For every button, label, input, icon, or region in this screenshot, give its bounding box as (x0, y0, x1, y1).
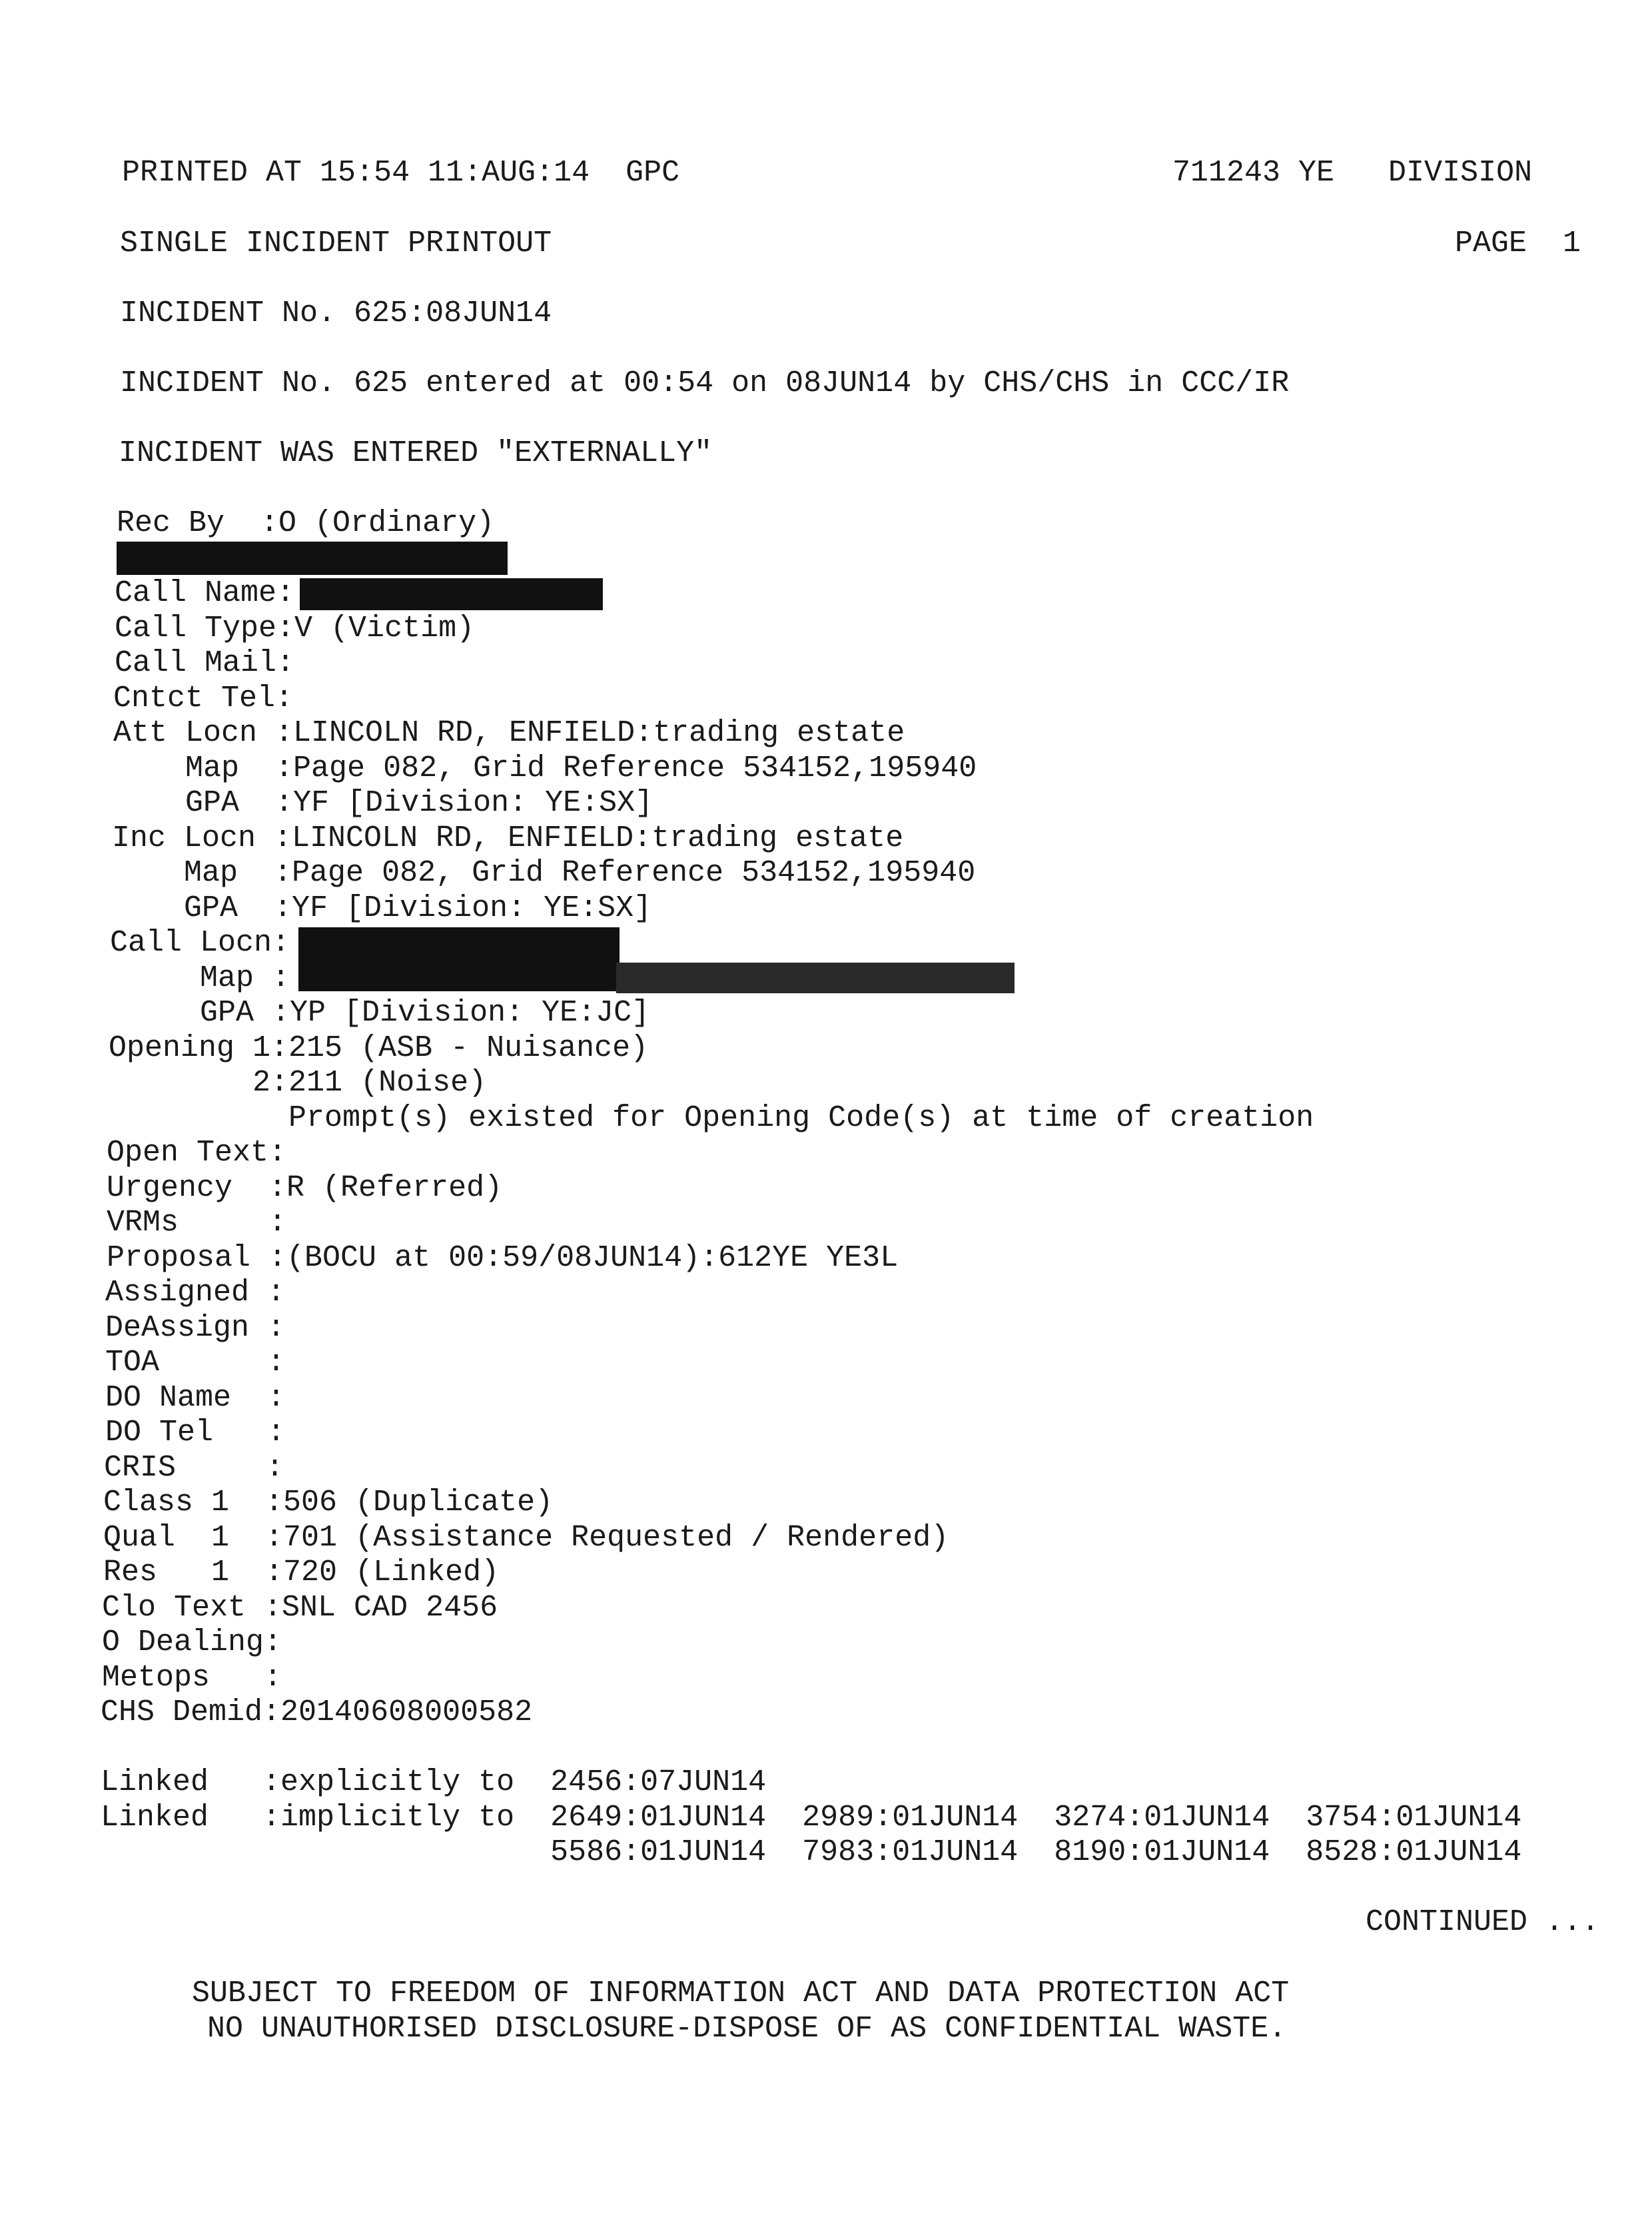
do-tel-field: DO Tel : (105, 1416, 286, 1450)
metops-field: Metops : (102, 1661, 282, 1695)
qual-1-field: Qual 1 :701 (Assistance Requested / Rendered) (103, 1521, 949, 1555)
other-dealing-field: O Dealing: (102, 1625, 282, 1659)
deassign-field: DeAssign : (105, 1311, 286, 1345)
redaction-block (117, 542, 508, 575)
incident-number: INCIDENT No. 625:08JUN14 (120, 296, 552, 330)
call-gpa-field: GPA :YP [Division: YE:JC] (110, 996, 650, 1030)
call-location-field: Call Locn: (110, 926, 290, 960)
res-1-field: Res 1 :720 (Linked) (103, 1556, 500, 1589)
urgency-field: Urgency :R (Referred) (107, 1171, 503, 1205)
close-text-field: Clo Text :SNL CAD 2456 (102, 1591, 498, 1625)
contact-tel-field: Cntct Tel: (113, 681, 294, 715)
inc-location-field: Inc Locn :LINCOLN RD, ENFIELD:trading estate (112, 821, 904, 855)
incident-entered-line: INCIDENT No. 625 entered at 00:54 on 08JUN14 by CHS/CHS in CCC/IR (120, 366, 1290, 400)
assigned-field: Assigned : (105, 1276, 286, 1310)
proposal-field: Proposal :(BOCU at 00:59/08JUN14):612YE YE3L (107, 1241, 899, 1275)
class-1-field: Class 1 :506 (Duplicate) (103, 1486, 554, 1520)
cris-field: CRIS : (104, 1451, 284, 1485)
att-map-field: Map :Page 082, Grid Reference 534152,195940 (113, 751, 977, 785)
entered-externally: INCIDENT WAS ENTERED "EXTERNALLY" (119, 436, 713, 470)
att-location-field: Att Locn :LINCOLN RD, ENFIELD:trading estate (113, 716, 905, 750)
call-type-field: Call Type:V (Victim) (115, 612, 475, 646)
redaction-block (300, 578, 603, 610)
open-text-field: Open Text: (107, 1136, 287, 1170)
opening-code-1: Opening 1:215 (ASB - Nuisance) (109, 1031, 649, 1065)
page-number: PAGE 1 (1455, 226, 1581, 260)
call-map-field: Map : (110, 961, 290, 995)
do-name-field: DO Name : (105, 1381, 286, 1415)
rec-by-field: Rec By :O (Ordinary) (117, 506, 495, 540)
document-title: SINGLE INCIDENT PRINTOUT (120, 226, 552, 260)
printed-line: PRINTED AT 15:54 11:AUG:14 GPC (122, 156, 680, 190)
vrms-field: VRMs : (107, 1206, 287, 1240)
inc-map-field: Map :Page 082, Grid Reference 534152,195940 (112, 856, 976, 890)
att-gpa-field: GPA :YF [Division: YE:SX] (113, 786, 653, 820)
linked-implicit-row-1: Linked :implicitly to 2649:01JUN14 2989:01JUN14 3274:01JUN14 3754:01JUN14 (101, 1801, 1522, 1835)
linked-implicit-row-2: 5586:01JUN14 7983:01JUN14 8190:01JUN14 8528:01JUN14 (101, 1835, 1522, 1869)
redaction-block (298, 927, 620, 991)
foi-notice: SUBJECT TO FREEDOM OF INFORMATION ACT AND DATA PROTECTION ACT (192, 1977, 1290, 2010)
call-mail-field: Call Mail: (115, 646, 295, 680)
chs-demid-field: CHS Demid:20140608000582 (101, 1695, 533, 1729)
disclosure-notice: NO UNAUTHORISED DISCLOSURE-DISPOSE OF AS CONFIDENTIAL WASTE. (207, 2012, 1287, 2046)
prompt-note: Prompt(s) existed for Opening Code(s) at time of creation (109, 1101, 1314, 1135)
inc-gpa-field: GPA :YF [Division: YE:SX] (112, 891, 652, 925)
opening-code-2: 2:211 (Noise) (109, 1066, 487, 1100)
continued-marker: CONTINUED ... (1366, 1905, 1600, 1939)
toa-field: TOA : (105, 1346, 286, 1380)
call-name-field: Call Name: (115, 576, 295, 610)
linked-explicit: Linked :explicitly to 2456:07JUN14 (101, 1765, 767, 1799)
redaction-block (616, 963, 1015, 993)
division-ref: 711243 YE DIVISION (1172, 156, 1533, 190)
